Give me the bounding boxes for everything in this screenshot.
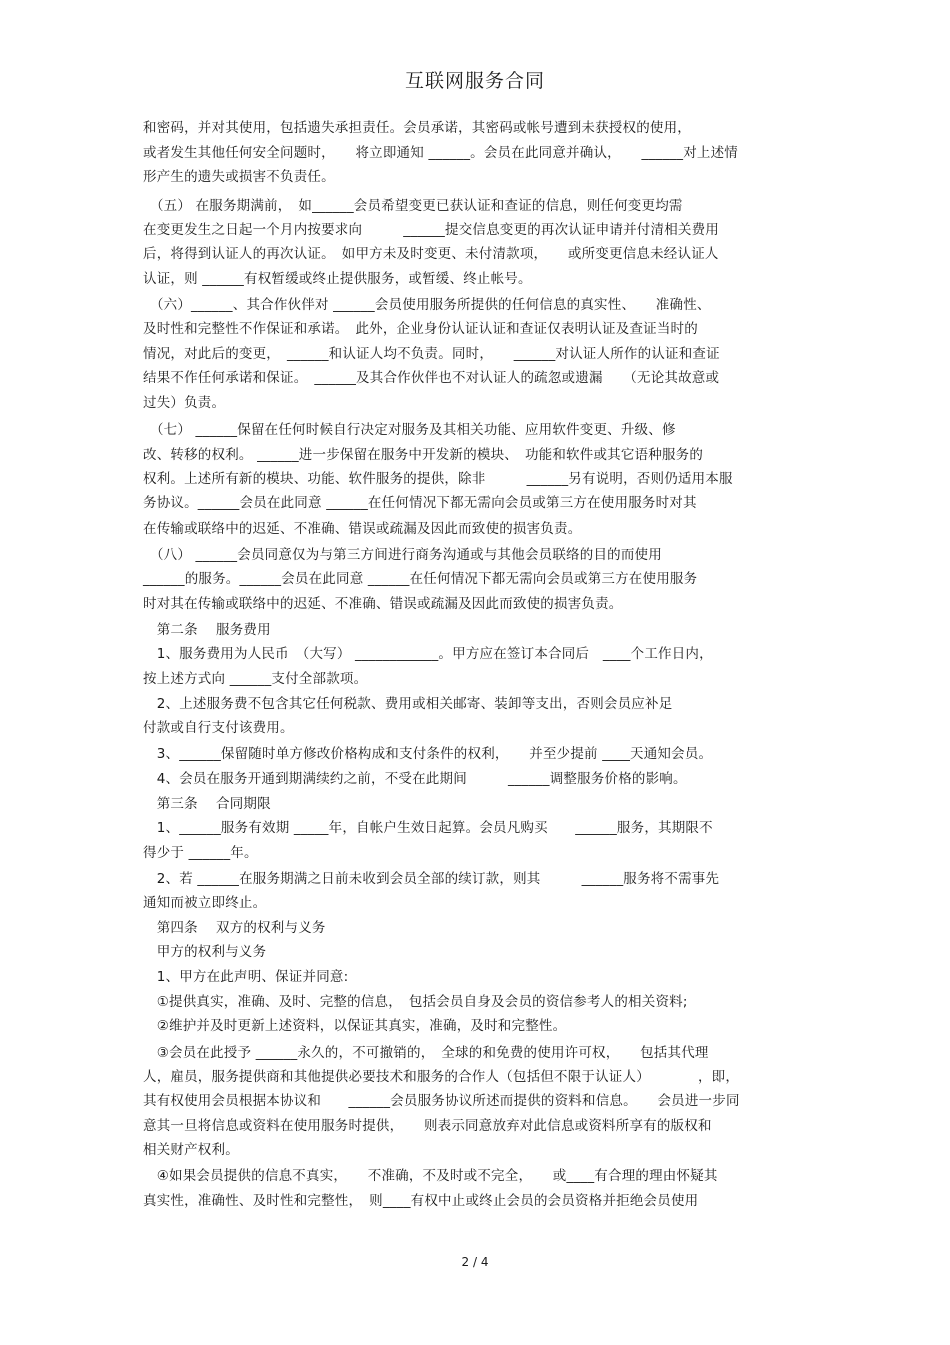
- text-line: 第二条 服务费用: [143, 622, 271, 638]
- text-line: 情况，对此后的变更， ______和认证人均不负责。同时， ______对认证人所作的认证和查证: [143, 346, 720, 362]
- text-line: 甲方的权利与义务: [143, 944, 267, 960]
- text-line: 人，雇员，服务提供商和其他提供必要技术和服务的合作人（包括但不限于认证人） ，即，: [143, 1069, 740, 1085]
- text-line: 及时性和完整性不作保证和承诺。 此外，企业身份认证认证和查证仅表明认证及查证当时的: [143, 321, 698, 337]
- text-line: 在传输或联络中的迟延、不准确、错误或疏漏及因此而致使的损害负责。: [143, 521, 582, 537]
- text-line: 意其一旦将信息或资料在使用服务时提供， 则表示同意放弃对此信息或资料所享有的版权和: [143, 1118, 712, 1134]
- text-line: 和密码，并对其使用，包括遗失承担责任。会员承诺，其密码或帐号遭到未获授权的使用，: [143, 120, 691, 136]
- text-line: ③会员在此授予 ______永久的，不可撤销的， 全球的和免费的使用许可权， 包括其代理: [143, 1045, 709, 1061]
- text-line: 后，将得到认证人的再次认证。 如甲方未及时变更、未付清款项， 或所变更信息未经认证人: [143, 246, 719, 262]
- text-line: 得少于 ______年。: [143, 845, 258, 861]
- text-line: 或者发生其他任何安全问题时， 将立即通知 ______。会员在此同意并确认， ______对上述情: [143, 145, 738, 161]
- text-line: （八） ______会员同意仅为与第三方间进行商务沟通或与其他会员联络的目的而使用: [143, 547, 662, 563]
- text-line: 结果不作任何承诺和保证。 ______及其合作伙伴也不对认证人的疏忽或遗漏 （无论其故意或: [143, 370, 720, 386]
- text-line: （五） 在服务期满前， 如______会员希望变更已获认证和查证的信息，则任何变更均需: [143, 198, 683, 214]
- text-line: 2、上述服务费不包含其它任何税款、费用或相关邮寄、装卸等支出，否则会员应补足: [143, 696, 673, 712]
- text-line: 1、______服务有效期 _____年，自帐户生效日起算。会员凡购买 ______服务，其期限不: [143, 820, 713, 836]
- text-line: 真实性，准确性、及时性和完整性， 则____有权中止或终止会员的会员资格并拒绝会员使用: [143, 1193, 699, 1209]
- text-line: 2、若 ______在服务期满之日前未收到会员全部的续订款，则其 ______服务将不需事先: [143, 871, 720, 887]
- text-line: 改、转移的权利。 ______进一步保留在服务中开发新的模块、 功能和软件或其它语种服务的: [143, 447, 704, 463]
- text-line: 权利。上述所有新的模块、功能、软件服务的提供，除非 ______另有说明，否则仍适用本服: [143, 471, 733, 487]
- page-title: 互联网服务合同: [404, 70, 545, 92]
- text-line: 其有权使用会员根据本协议和 ______会员服务协议所述而提供的资料和信息。 会员进一步同: [143, 1093, 740, 1109]
- text-line: （六）______、其合作伙伴对 ______会员使用服务所提供的任何信息的真实性、 准确性、: [143, 297, 711, 313]
- text-line: ④如果会员提供的信息不真实， 不准确，不及时或不完全， 或____有合理的理由怀疑其: [143, 1168, 718, 1184]
- text-line: 通知而被立即终止。: [143, 895, 267, 911]
- text-line: 认证，则 ______有权暂缓或终止提供服务，或暂缓、终止帐号。: [143, 271, 532, 287]
- text-line: 过失）负责。: [143, 395, 226, 411]
- text-line: 1、甲方在此声明、保证并同意:: [143, 969, 349, 985]
- text-line: ②维护并及时更新上述资料，以保证其真实，准确，及时和完整性。: [143, 1018, 567, 1034]
- text-line: ______的服务。______会员在此同意 ______在任何情况下都无需向会员或第三方在使用服务: [143, 571, 698, 587]
- text-line: 付款或自行支付该费用。: [143, 720, 294, 736]
- text-line: （七） ______保留在任何时候自行决定对服务及其相关功能、应用软件变更、升级、修: [143, 422, 676, 438]
- text-line: 1、服务费用为人民币 （大写） ____________。甲方应在签订本合同后 ____个工作日内，: [143, 646, 713, 662]
- text-line: 形产生的遗失或损害不负责任。: [143, 169, 335, 185]
- text-line: ①提供真实，准确、及时、完整的信息， 包括会员自身及会员的资信参考人的相关资料;: [143, 994, 688, 1010]
- text-line: 第四条 双方的权利与义务: [143, 920, 326, 936]
- text-line: 时对其在传输或联络中的迟延、不准确、错误或疏漏及因此而致使的损害负责。: [143, 596, 623, 612]
- text-line: 在变更发生之日起一个月内按要求向 ______提交信息变更的再次认证申请并付清相关费用: [143, 222, 719, 238]
- text-line: 4、会员在服务开通到期满续约之前，不受在此期间 ______调整服务价格的影响。: [143, 771, 687, 787]
- text-line: 务协议。______会员在此同意 ______在任何情况下都无需向会员或第三方在使用服务时对其: [143, 495, 697, 511]
- text-line: 3、______保留随时单方修改价格构成和支付条件的权利， 并至少提前 ____天通知会员。: [143, 746, 713, 762]
- page-number: 2 / 4: [461, 1255, 489, 1269]
- text-line: 相关财产权利。: [143, 1142, 239, 1158]
- text-line: 第三条 合同期限: [143, 796, 271, 812]
- text-line: 按上述方式向 ______支付全部款项。: [143, 671, 368, 687]
